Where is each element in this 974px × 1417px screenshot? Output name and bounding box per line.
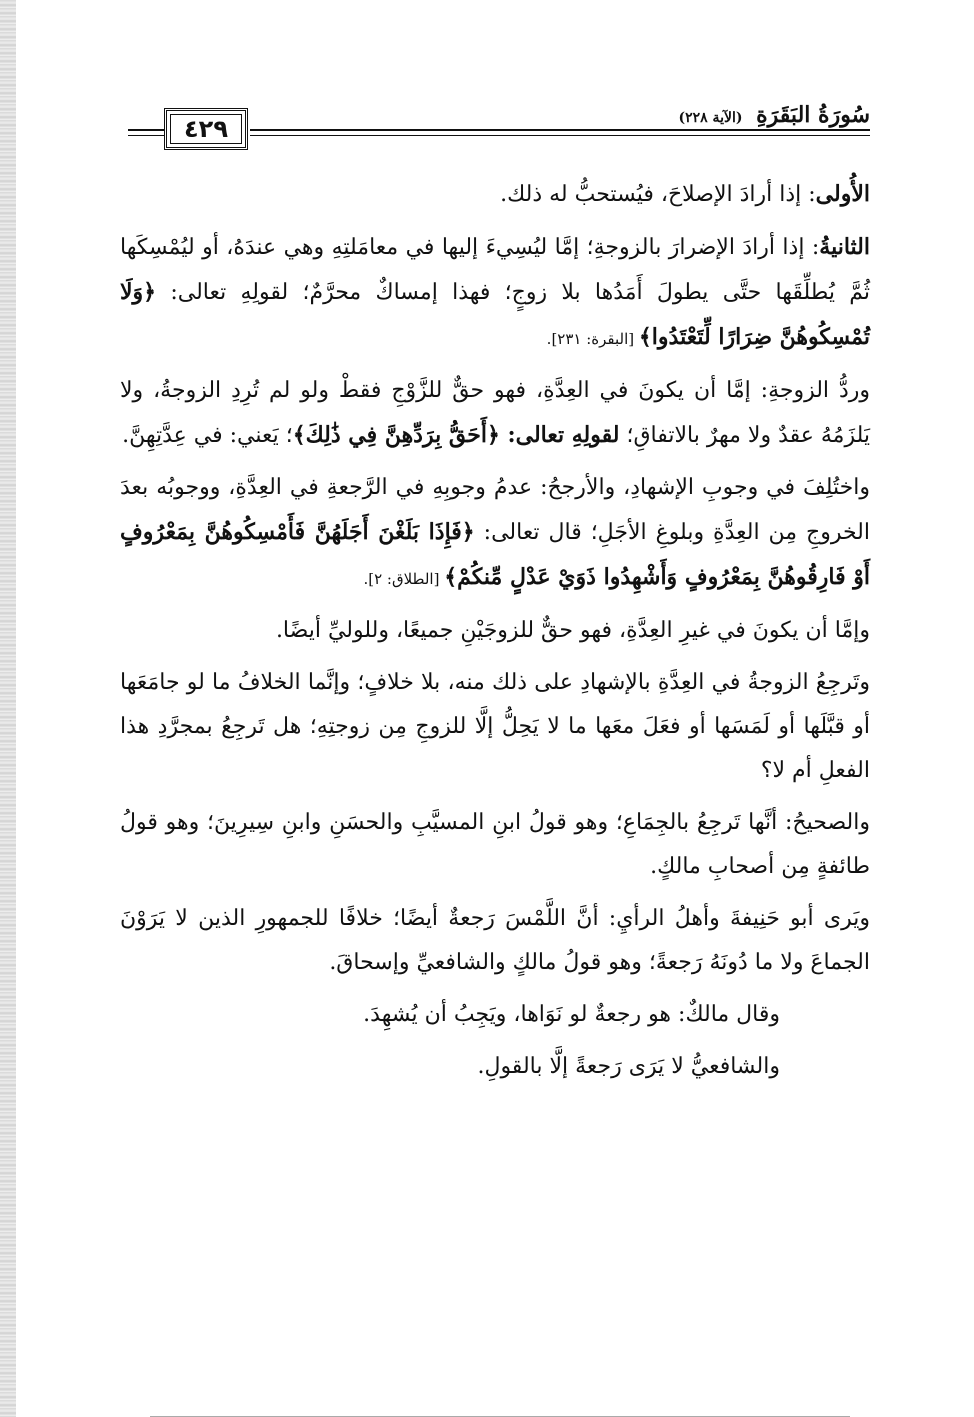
paragraph-text: وإمَّا أن يكونَ في غيرِ العِدَّةِ، فهو حقٌّ للزوجَيْنِ جميعًا، وللوليِّ أيضًا. [275, 618, 870, 643]
paragraph-text: ويَرى أبو حَنِيفةَ وأهلُ الرأيِ: أنَّ اللَّمْسَ رَجعةٌ أيضًا؛ خلافًا للجمهورِ الذين لا يَرَوْنَ الجماعَ ولا ما دُونَهُ رَجعةً؛ وهو قولُ مالكٍ والشافعيِّ وإسحاقَ. [120, 906, 870, 975]
paragraph-correct-view [120, 801, 870, 889]
quran-verse: ﴿فَإِذَا بَلَغْنَ أَجَلَهُنَّ فَأَمْسِكُوهُنَّ بِمَعْرُوفٍ أَوْ فَارِقُوهُنَّ بِمَعْرُوفٍ وَأَشْهِدُوا ذَوَيْ عَدْلٍ مِّنكُمْ﴾ [120, 519, 870, 590]
quran-verse: ﴿وَلَا تُمْسِكُوهُنَّ ضِرَارًا لِّتَعْتَدُوا﴾ [120, 279, 870, 350]
paragraph-text: وتَرجِعُ الزوجةُ في العِدَّةِ بالإشهادِ على ذلك منه، بلا خلافٍ؛ وإنَّما الخلافُ ما لو جامَعَها أو قبَّلَها أو لَمَسَها أو فعَلَ معَها ما لا يَحِلُّ إلَّا للزوجِ مِن زوجتِهِ؛ هل تَرجِعُ بمجرَّدِ هذا الفعلِ أم لا؟ [120, 670, 870, 783]
verse-reference: [البقرة: ٢٣١]. [546, 330, 639, 348]
page-header [120, 96, 870, 156]
verse-reference: [الطلاق: ٢]. [363, 570, 445, 588]
paragraph-text-after: ؛ يَعني: في عِدَّتِهِنَّ. [122, 423, 293, 448]
paragraph-text: واختُلِفَ في وجوبِ الإشهادِ، والأرجحُ: عدمُ وجوبِهِ في الرَّجعةِ في العِدَّةِ، ووجوبُه بعدَ الخروجِ مِن العِدَّةِ وبلوغِ الأجَلِ؛ قال تعالى: [120, 475, 870, 545]
ayah-reference: (الآية ٢٢٨) [678, 110, 743, 126]
page-number-frame [164, 108, 248, 150]
book-page [120, 0, 870, 1417]
page-body [120, 172, 870, 1097]
bold-phrase: لقولِهِ تعالى: [499, 422, 620, 448]
paragraph-outside-iddah [120, 609, 870, 653]
term-second: الثانيةُ [819, 234, 870, 260]
paragraph-first [120, 172, 870, 217]
paragraph-malik [120, 993, 870, 1037]
paragraph-return-in-iddah [120, 661, 870, 793]
scan-edge [0, 0, 16, 1417]
paragraph-text: وردُّ الزوجةِ: إمَّا أن يكونَ في العِدَّةِ، فهو حقٌّ للزَّوْجِ فقطْ ولو لم تُرِدِ الزوجةُ، ولا يَلزَمُهُ عقدٌ ولا مهرٌ بالاتفاقِ؛ [120, 378, 871, 448]
paragraph-text: وقال مالكٌ: هو رجعةٌ لو نَوَاها، ويَجِبُ أن يُشهِدَ. [363, 1002, 780, 1027]
paragraph-witnessing [120, 466, 870, 601]
term-first: الأُولى [815, 181, 870, 207]
header-rule-left [128, 129, 164, 131]
paragraph-return-wife [120, 369, 870, 458]
quran-verse: ﴿أَحَقُّ بِرَدِّهِنَّ فِي ذَٰلِكَ﴾ [292, 422, 500, 448]
header-rule-thin [250, 135, 870, 136]
paragraph-second [120, 225, 870, 361]
paragraph-text: والشافعيُّ لا يَرَى رَجعةً إلَّا بالقولِ. [477, 1054, 780, 1079]
paragraph-text: والصحيحُ: أنَّها تَرجِعُ بالجِمَاعِ؛ وهو قولُ ابنِ المسيَّبِ والحسَنِ وابنِ سِيرِينَ؛ وهو قولُ طائفةٍ مِن أصحابِ مالكٍ. [120, 810, 870, 879]
paragraph-text: : إذا أرادَ الإصلاحَ، فيُستحبُّ له ذلك. [500, 182, 816, 207]
paragraph-shafii [120, 1045, 870, 1089]
header-rule-left-thin [128, 135, 164, 136]
page-number: ٤٢٩ [184, 115, 228, 143]
paragraph-abu-hanifa [120, 897, 870, 985]
running-title [671, 102, 871, 128]
surah-title: سُورَةُ البَقَرَةِ [756, 102, 870, 128]
header-rule [250, 129, 870, 131]
paragraph-text: : إذا أرادَ الإضرارَ بالزوجةِ؛ إمَّا ليُسِيءَ إليها في معامَلتِهِ وهي عندَهُ، أو ليُمْسِكَها ثُمَّ يُطلِّقَها حتَّى يطولَ أَمَدُها بلا زوجٍ؛ فهذا إمساكٌ محرَّمٌ؛ لقولِهِ تعالى: [120, 235, 870, 305]
